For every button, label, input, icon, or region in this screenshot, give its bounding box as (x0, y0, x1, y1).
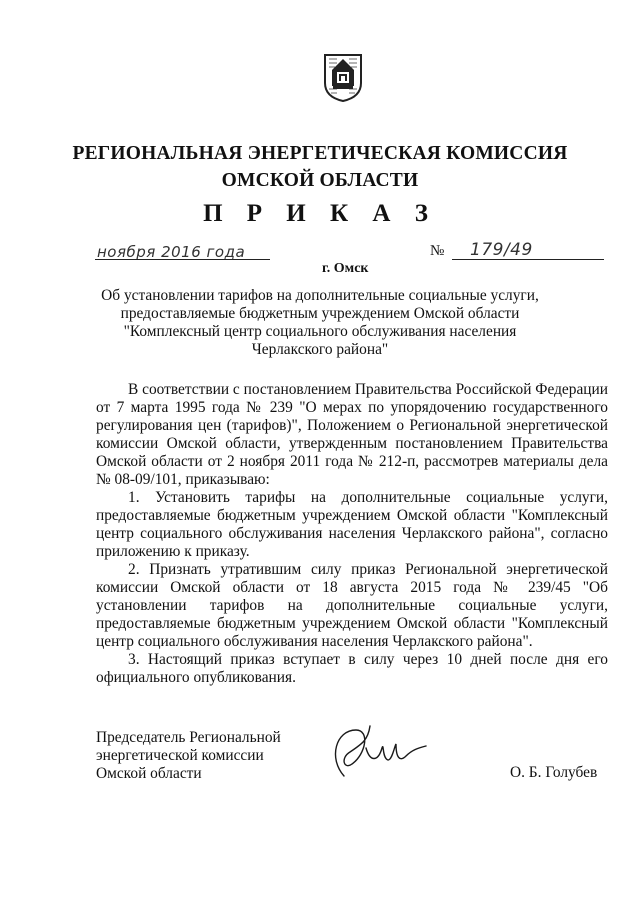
order-subject (100, 287, 540, 359)
date-underline (95, 259, 270, 260)
organization-name-line-2: ОМСКОЙ ОБЛАСТИ (221, 170, 419, 191)
handwritten-signature (322, 718, 432, 788)
signatory-position (96, 729, 281, 783)
subject-line: Об установлении тарифов на дополнительные социальные услуги, (101, 287, 539, 304)
order-body (96, 381, 608, 687)
signatory-position-line: энергетической комиссии (96, 747, 264, 764)
number-label: № (430, 243, 445, 259)
preamble-paragraph: В соответствии с постановлением Правительства Российской Федерации от 7 марта 1995 года № 239 "О мерах по упорядочению государственного регулирования цен (тарифов)", Положением о Региональной энергетической комиссии Омской области, утвержденным постановлением Правительства Омской области от 2 ноября 2011 года № 212-п, рассмотрев материалы дела № 08-09/101, приказываю: (96, 381, 608, 488)
clause-3-paragraph: 3. Настоящий приказ вступает в силу через 10 дней после дня его официального опубликования. (96, 651, 608, 686)
organization-name (0, 140, 640, 194)
clause-2-paragraph: 2. Признать утратившим силу приказ Региональной энергетической комиссии Омской области от 18 августа 2015 года № 239/45 "Об установлении тарифов на дополнительные социальные услуги, предоставляемые бюджетным учреждением Омской области "Комплексный центр социального обслуживания населения Черлакского района". (96, 561, 608, 650)
signatory-position-line: Омской области (96, 765, 202, 782)
subject-line: Черлакского района" (251, 341, 389, 358)
subject-line: предоставляемые бюджетным учреждением Омской области (120, 305, 520, 322)
city: г. Омск (322, 261, 369, 276)
handwritten-number: 179/49 (470, 240, 533, 260)
subject-line: "Комплексный центр социального обслуживания населения (123, 323, 517, 340)
number-underline (452, 259, 604, 260)
handwritten-date: ноября 2016 года (97, 243, 246, 261)
clause-1-paragraph: 1. Установить тарифы на дополнительные социальные услуги, предоставляемые бюджетным учреждением Омской области "Комплексный центр социального обслуживания населения Черлакского района", согласно приложению к приказу. (96, 489, 608, 560)
document-title: П Р И К А З (203, 200, 437, 227)
organization-name-line-1: РЕГИОНАЛЬНАЯ ЭНЕРГЕТИЧЕСКАЯ КОМИССИЯ (72, 143, 568, 164)
omsk-region-coat-of-arms-icon (323, 53, 363, 103)
signatory-position-line: Председатель Региональной (96, 729, 281, 746)
signatory-name: О. Б. Голубев (510, 764, 598, 781)
